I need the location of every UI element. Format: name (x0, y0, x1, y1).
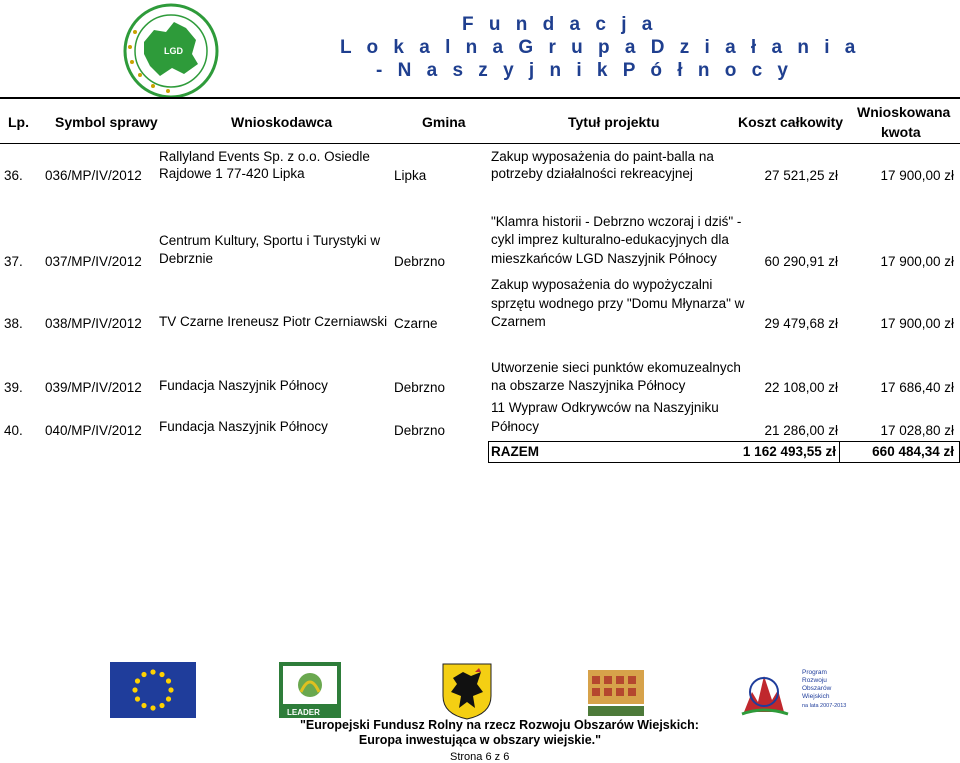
prow-line2: Rozwoju (802, 677, 827, 684)
row-kwota: 17 028,80 zł (880, 423, 954, 438)
col-kwota-line1: Wnioskowana (857, 104, 951, 120)
row-gmina: Lipka (394, 168, 427, 183)
row-tytul: cykl imprez kulturalno-edukacyjnych dla (491, 232, 729, 247)
prow-line4: Wiejskich (802, 693, 830, 700)
row-wnioskodawca: Rajdowe 1 77-420 Lipka (159, 166, 305, 181)
total-koszt: 1 162 493,55 zł (742, 444, 836, 459)
row-gmina: Debrzno (394, 423, 446, 438)
col-tytul: Tytuł projektu (568, 114, 660, 130)
pomorskie-crest-logo (441, 662, 493, 720)
row-tytul: potrzeby działalności rekreacyjnej (491, 166, 693, 181)
row-gmina: Debrzno (394, 380, 446, 395)
row-tytul: Zakup wyposażenia do wypożyczalni (491, 277, 713, 292)
header-top-border (0, 97, 960, 99)
eu-flag-logo (110, 662, 196, 718)
prow-line3: Obszarów (802, 685, 832, 692)
row-tytul: mieszkańców LGD Naszyjnik Północy (491, 251, 717, 266)
row-tytul: "Klamra historii - Debrzno wczoraj i dziś" - (491, 214, 742, 229)
total-top-border (488, 441, 960, 442)
row-wnioskodawca: Rallyland Events Sp. z o.o. Osiedle (159, 149, 370, 164)
leader-logo (279, 662, 341, 718)
col-wnioskodawca: Wnioskodawca (231, 114, 333, 130)
row-lp: 37. (4, 254, 23, 269)
row-lp: 36. (4, 168, 23, 183)
row-tytul: Zakup wyposażenia do paint-balla na (491, 149, 714, 164)
row-symbol: 040/MP/IV/2012 (45, 423, 142, 438)
col-lp: Lp. (8, 114, 29, 130)
row-kwota: 17 900,00 zł (880, 254, 954, 269)
col-koszt: Koszt całkowity (738, 114, 844, 130)
row-wnioskodawca: Centrum Kultury, Sportu i Turystyki w (159, 233, 381, 248)
total-mid-border (839, 441, 840, 463)
row-kwota: 17 686,40 zł (880, 380, 954, 395)
fund-slogan-line1: "Europejski Fundusz Rolny na rzecz Rozwoju Obszarów Wiejskich: (300, 718, 699, 732)
row-wnioskodawca: Fundacja Naszyjnik Północy (159, 419, 328, 434)
row-symbol: 036/MP/IV/2012 (45, 168, 142, 183)
logo-lgd-text: LGD (164, 46, 183, 56)
row-wnioskodawca: Debrznie (159, 251, 214, 266)
row-tytul: Północy (491, 419, 540, 434)
row-koszt: 21 286,00 zł (764, 423, 838, 438)
row-tytul: na obszarze Naszyjnika Północy (491, 378, 686, 393)
col-gmina: Gmina (422, 114, 466, 130)
total-bottom-border (488, 462, 960, 463)
header-bottom-border (0, 143, 960, 144)
row-symbol: 039/MP/IV/2012 (45, 380, 142, 395)
leader-label: LEADER (287, 708, 320, 717)
row-koszt: 27 521,25 zł (764, 168, 838, 183)
row-tytul: 11 Wypraw Odkrywców na Naszyjniku (491, 400, 719, 415)
row-tytul: sprzętu wodnego przy "Domu Młynarza" w (491, 296, 745, 311)
fund-slogan-line2: Europa inwestująca w obszary wiejskie." (358, 733, 602, 747)
row-gmina: Czarne (394, 316, 438, 331)
row-tytul: Utworzenie sieci punktów ekomuzealnych (491, 360, 741, 375)
row-koszt: 22 108,00 zł (764, 380, 838, 395)
org-title-line2: L o k a l n a G r u p a D z i a ł a n i a (340, 37, 861, 58)
row-kwota: 17 900,00 zł (880, 316, 954, 331)
prow-line5: na lata 2007-2013 (802, 703, 847, 709)
org-title-line3: - N a s z y j n i k P ó ł n o c y (376, 60, 794, 81)
prow-logo (738, 662, 850, 720)
total-label: RAZEM (491, 444, 539, 459)
row-lp: 38. (4, 316, 23, 331)
total-kwota: 660 484,34 zł (872, 444, 954, 459)
row-koszt: 29 479,68 zł (764, 316, 838, 331)
row-gmina: Debrzno (394, 254, 446, 269)
row-wnioskodawca: TV Czarne Ireneusz Piotr Czerniawski (159, 314, 388, 329)
row-symbol: 037/MP/IV/2012 (45, 254, 142, 269)
total-left-border (488, 441, 489, 463)
row-koszt: 60 290,91 zł (764, 254, 838, 269)
col-symbol: Symbol sprawy (55, 114, 158, 130)
lgd-logo (120, 2, 222, 102)
org-title-line1: F u n d a c j a (462, 14, 658, 35)
row-lp: 39. (4, 380, 23, 395)
col-kwota-line2: kwota (881, 124, 921, 140)
page-number: Strona 6 z 6 (450, 751, 510, 763)
row-symbol: 038/MP/IV/2012 (45, 316, 142, 331)
leader-region-logo (580, 662, 652, 720)
prow-line1: Program (802, 669, 827, 676)
row-wnioskodawca: Fundacja Naszyjnik Północy (159, 378, 328, 393)
row-tytul: Czarnem (491, 314, 546, 329)
row-lp: 40. (4, 423, 23, 438)
row-kwota: 17 900,00 zł (880, 168, 954, 183)
